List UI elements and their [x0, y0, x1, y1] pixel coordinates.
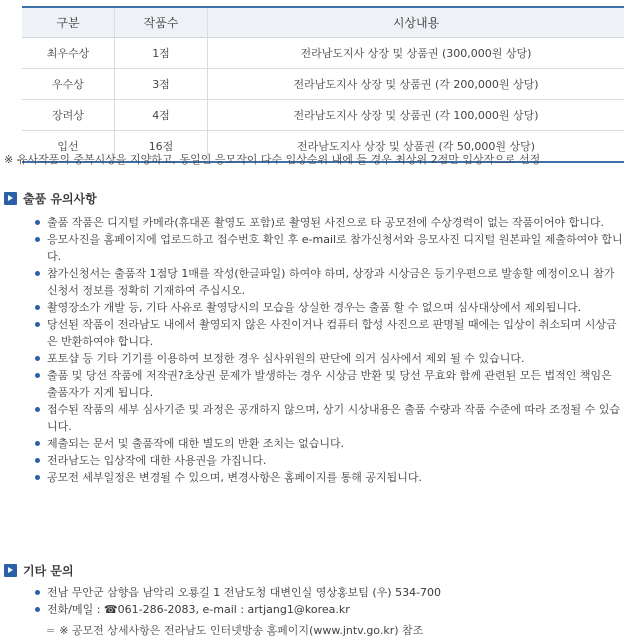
table-row: [22, 100, 624, 131]
selection-note: ※ 유사작품의 중복시상을 지양하고, 동일인 응모작이 다수 입상순위 내에 들 경우 최상위 2점만 입상작으로 선정: [4, 153, 541, 166]
cell-prize: 전라남도지사 상장 및 상품권 (각 100,000원 상당): [208, 100, 625, 131]
section-title-inquiries: [4, 562, 74, 579]
arrow-bullet-icon: [4, 564, 17, 577]
list-item: 출품 및 당선 작품에 저작권?초상권 문제가 발생하는 경우 시상금 반환 및 당선 무효와 함께 관련된 모든 법적인 책임은 출품자가 지게 됩니다.: [34, 367, 624, 401]
cell-category: 최우수상: [22, 38, 115, 69]
awards-table: [22, 6, 624, 163]
phone-icon: ☎: [103, 603, 118, 616]
address-item: 전남 무안군 삼향읍 남악리 오룡길 1 전남도청 대변인실 영상홍보팀 (우) 534-700: [34, 584, 624, 601]
submission-notes-list: [34, 214, 624, 486]
list-item: 전라남도는 입상작에 대한 사용권을 가집니다.: [34, 452, 624, 469]
contact-value: 061-286-2083, e-mail : artjang1@korea.kr: [117, 603, 350, 616]
list-item: 당선된 작품이 전라남도 내에서 촬영되지 않은 사진이거나 컴퓨터 합성 사진으로 판명될 때에는 입상이 취소되며 시상금은 반환하여야 합니다.: [34, 316, 624, 350]
list-item: 접수된 작품의 세부 심사기준 및 과정은 공개하지 않으며, 상기 시상내용은 출품 수량과 작품 수준에 따라 조정될 수 있습니다.: [34, 401, 624, 435]
cell-category: 우수상: [22, 69, 115, 100]
cell-prize: 전라남도지사 상장 및 상품권 (300,000원 상당): [208, 38, 625, 69]
column-header-prize: 시상내용: [208, 7, 625, 38]
cell-count: 16점: [115, 131, 208, 163]
list-item: 참가신청서는 출품작 1점당 1매를 작성(한글파일) 하여야 하며, 상장과 시상금은 등기우편으로 발송할 예정이오니 참가신청서 정보를 정확히 기재하여 주십시오.: [34, 265, 624, 299]
column-header-count: 작품수: [115, 7, 208, 38]
column-header-category: 구분: [22, 7, 115, 38]
cell-category: 입선: [22, 131, 115, 163]
cell-count: 4점: [115, 100, 208, 131]
cell-prize: 전라남도지사 상장 및 상품권 (각 50,000원 상당): [208, 131, 625, 163]
dash-marker-icon: =: [46, 624, 56, 637]
section-title-text: 기타 문의: [23, 564, 74, 578]
contact-item: [34, 601, 624, 618]
list-item: 제출되는 문서 및 출품작에 대한 별도의 반환 조치는 없습니다.: [34, 435, 624, 452]
contact-label: 전화/메일 :: [47, 603, 104, 616]
website-reference-text: ※ 공모전 상세사항은 전라남도 인터넷방송 홈페이지(www.jntv.go.kr) 참조: [59, 624, 424, 637]
section-title-text: 출품 유의사항: [23, 192, 97, 206]
inquiries-list: [34, 584, 624, 618]
website-reference-note: [46, 622, 423, 638]
list-item: 포토샵 등 기타 기기를 이용하여 보정한 경우 심사위원의 판단에 의거 심사에서 제외 될 수 있습니다.: [34, 350, 624, 367]
list-item: 응모사진을 홈페이지에 업로드하고 접수번호 확인 후 e-mail로 참가신청서와 응모사진 디지털 원본파일 제출하여야 합니다.: [34, 231, 624, 265]
list-item: 촬영장소가 개발 등, 기타 사유로 촬영당시의 모습을 상실한 경우는 출품 할 수 없으며 심사대상에서 제외됩니다.: [34, 299, 624, 316]
table-row: [22, 38, 624, 69]
list-item: 공모전 세부일정은 변경될 수 있으며, 변경사항은 홈페이지를 통해 공지됩니다.: [34, 469, 624, 486]
table-header-row: [22, 7, 624, 38]
section-title-submission-notes: [4, 190, 97, 207]
cell-prize: 전라남도지사 상장 및 상품권 (각 200,000원 상당): [208, 69, 625, 100]
table-row: [22, 69, 624, 100]
list-item: 출품 작품은 디지털 카메라(휴대폰 촬영도 포함)로 촬영된 사진으로 타 공모전에 수상경력이 없는 작품이어야 합니다.: [34, 214, 624, 231]
cell-count: 1점: [115, 38, 208, 69]
cell-count: 3점: [115, 69, 208, 100]
cell-category: 장려상: [22, 100, 115, 131]
arrow-bullet-icon: [4, 192, 17, 205]
